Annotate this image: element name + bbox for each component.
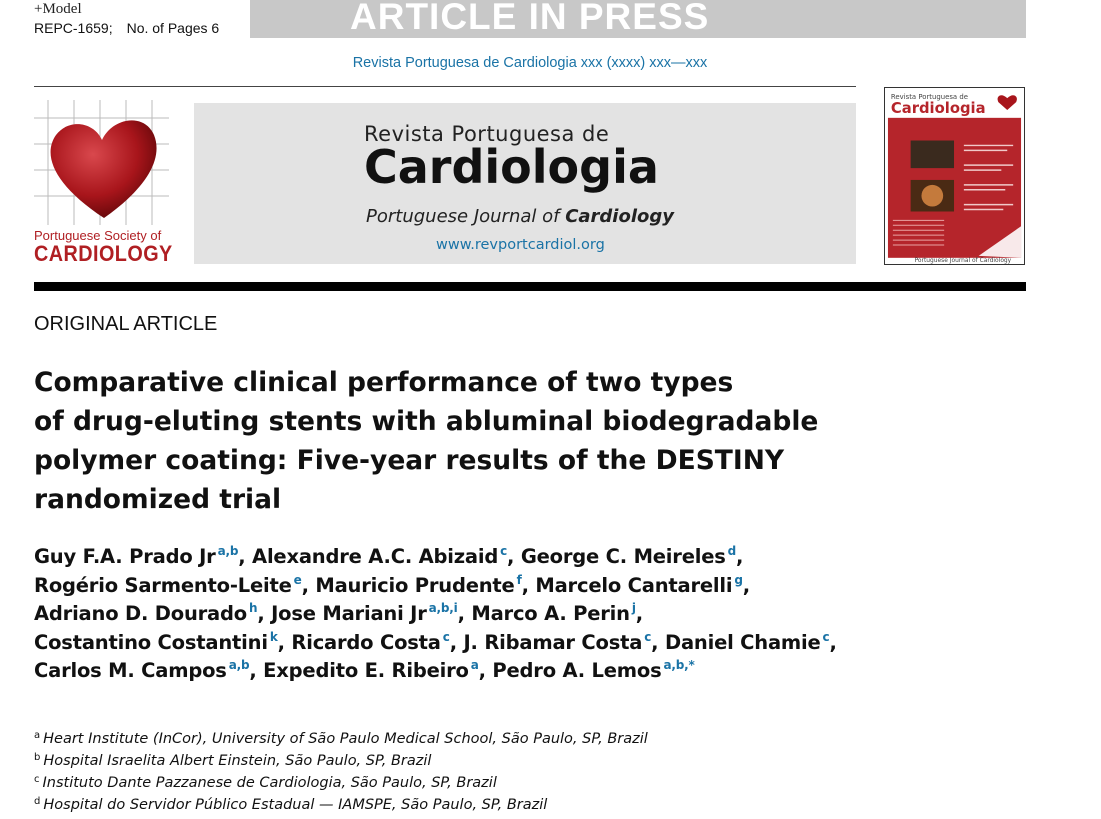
author-separator: , bbox=[238, 545, 253, 568]
author-line bbox=[34, 543, 934, 572]
author-separator: , bbox=[507, 545, 521, 568]
affiliation-marker-link[interactable]: c bbox=[500, 544, 508, 558]
author-separator: , bbox=[249, 659, 264, 682]
title-line: randomized trial bbox=[34, 484, 282, 515]
title-line: of drug-eluting stents with abluminal biodegradable bbox=[34, 406, 819, 437]
journal-cover-thumbnail bbox=[884, 87, 1025, 265]
author-name: Costantino Costantini bbox=[34, 630, 268, 654]
title-line: Comparative clinical performance of two types bbox=[34, 367, 734, 398]
article-type: ORIGINAL ARTICLE bbox=[34, 313, 218, 335]
author-name: Jose Mariani Jr bbox=[271, 602, 427, 625]
affiliation-item bbox=[34, 772, 934, 794]
author-separator: , bbox=[635, 602, 643, 625]
journal-subtitle-bold: Cardiology bbox=[565, 206, 674, 227]
manuscript-ref bbox=[34, 20, 233, 36]
affiliation-key: c bbox=[34, 774, 40, 785]
affiliation-marker-link[interactable]: a,b,* bbox=[663, 658, 695, 672]
title-line: polymer coating: Five-year results of the DESTINY bbox=[34, 445, 785, 476]
affiliation-marker-link[interactable]: d bbox=[727, 544, 737, 558]
header-thick-rule bbox=[34, 282, 1026, 291]
author-separator: , bbox=[257, 602, 272, 625]
society-name-line1: Portuguese Society of bbox=[34, 228, 162, 243]
author-separator: , bbox=[449, 630, 464, 654]
author-name: Marcelo Cantarelli bbox=[535, 573, 733, 597]
affiliation-marker-link[interactable]: k bbox=[269, 629, 278, 644]
affiliation-marker-link[interactable]: c bbox=[442, 629, 450, 644]
cover-title-big: Cardiologia bbox=[890, 99, 986, 117]
affiliation-marker-link[interactable]: a,b bbox=[217, 544, 239, 558]
author-name: Marco A. Perin bbox=[471, 602, 630, 625]
author-name: Daniel Chamie bbox=[664, 630, 821, 654]
ref-code: REPC-1659; bbox=[34, 20, 113, 36]
affiliation-marker-link[interactable]: j bbox=[631, 601, 636, 615]
header-divider bbox=[34, 86, 856, 87]
author-separator: , bbox=[651, 630, 665, 654]
author-separator: , bbox=[457, 602, 472, 625]
author-name: Ricardo Costa bbox=[291, 630, 441, 654]
author-line bbox=[34, 572, 934, 601]
affiliation-item bbox=[34, 750, 934, 772]
author-separator: , bbox=[736, 545, 744, 568]
author-separator: , bbox=[521, 573, 536, 597]
affiliation-key: d bbox=[34, 796, 41, 807]
page-count: No. of Pages 6 bbox=[126, 20, 220, 36]
cover-footer: Portuguese Journal of Cardiology bbox=[914, 257, 1012, 264]
affiliation-item bbox=[34, 794, 934, 816]
society-name-line2: CARDIOLOGY bbox=[34, 241, 173, 266]
author-name: Adriano D. Dourado bbox=[34, 602, 247, 625]
author-name: Guy F.A. Prado Jr bbox=[34, 545, 216, 568]
journal-subtitle bbox=[366, 206, 674, 227]
affiliation-text: Hospital do Servidor Público Estadual — IAMSPE, São Paulo, SP, Brazil bbox=[43, 797, 548, 813]
plus-model-label: +Model bbox=[34, 1, 82, 17]
affiliation-text: Hospital Israelita Albert Einstein, São Paulo, SP, Brazil bbox=[43, 753, 432, 769]
author-line bbox=[34, 600, 934, 629]
cover-title-small: Revista Portuguesa de bbox=[890, 93, 968, 102]
affiliation-marker-link[interactable]: e bbox=[293, 572, 302, 587]
affiliation-marker-link[interactable]: a bbox=[470, 658, 479, 672]
affiliation-list bbox=[34, 728, 934, 816]
journal-citation-link[interactable]: Revista Portuguesa de Cardiologia xxx (xxxx) xxx—xxx bbox=[352, 55, 708, 71]
affiliation-marker-link[interactable]: c bbox=[822, 629, 830, 644]
author-line bbox=[34, 629, 934, 658]
author-separator: , bbox=[277, 630, 292, 654]
article-in-press-label: ARTICLE IN PRESS bbox=[350, 0, 710, 37]
affiliation-marker-link[interactable]: c bbox=[644, 629, 652, 644]
author-name: Carlos M. Campos bbox=[34, 659, 227, 682]
article-title bbox=[34, 363, 894, 519]
author-name: Expedito E. Ribeiro bbox=[263, 659, 469, 682]
author-name: Pedro A. Lemos bbox=[492, 659, 662, 682]
journal-url-link[interactable]: www.revportcardiol.org bbox=[436, 237, 605, 253]
author-separator: , bbox=[829, 630, 837, 654]
affiliation-text: Heart Institute (InCor), University of São Paulo Medical School, São Paulo, SP, Brazil bbox=[43, 731, 648, 747]
affiliation-key: a bbox=[34, 730, 41, 741]
author-name: George C. Meireles bbox=[520, 545, 726, 568]
author-name: J. Ribamar Costa bbox=[463, 630, 643, 654]
author-line bbox=[34, 657, 934, 686]
affiliation-marker-link[interactable]: h bbox=[248, 601, 258, 615]
journal-name-line1: Revista Portuguesa de bbox=[364, 122, 610, 146]
affiliation-marker-link[interactable]: a,b,i bbox=[428, 601, 458, 615]
author-name: Alexandre A.C. Abizaid bbox=[252, 545, 499, 568]
affiliation-marker-link[interactable]: g bbox=[734, 572, 743, 587]
affiliation-marker-link[interactable]: a,b bbox=[228, 658, 250, 672]
author-separator: , bbox=[742, 573, 750, 597]
journal-subtitle-prefix: Portuguese Journal of bbox=[366, 206, 566, 227]
affiliation-key: b bbox=[34, 752, 41, 763]
author-name: Mauricio Prudente bbox=[315, 573, 515, 597]
affiliation-marker-link[interactable]: f bbox=[516, 572, 522, 587]
affiliation-text: Instituto Dante Pazzanese de Cardiologia, São Paulo, SP, Brazil bbox=[42, 775, 497, 791]
author-list bbox=[34, 543, 934, 686]
affiliation-item bbox=[34, 728, 934, 750]
journal-name-main: Cardiologia bbox=[364, 140, 659, 194]
author-separator: , bbox=[478, 659, 493, 682]
author-separator: , bbox=[301, 573, 316, 597]
author-name: Rogério Sarmento-Leite bbox=[34, 573, 292, 597]
